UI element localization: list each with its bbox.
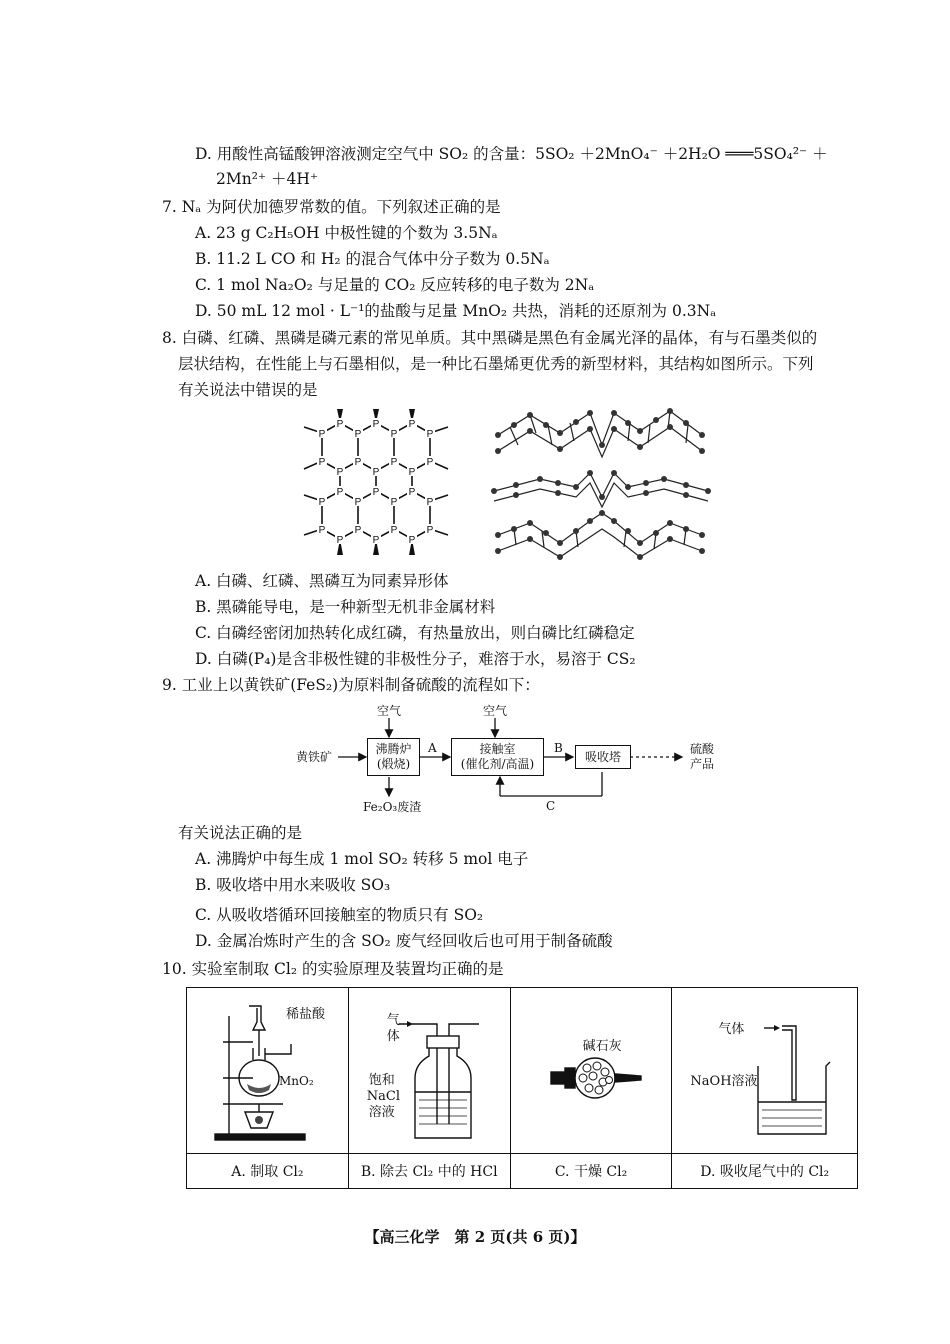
- p-atom-label: P: [318, 457, 326, 468]
- q7-option-c: C. 1 mol Na₂O₂ 与足量的 CO₂ 反应转移的电子数为 2Nₐ: [195, 276, 595, 294]
- apparatus-c-cell: [510, 988, 672, 1154]
- q7-option-d: D. 50 mL 12 mol · L⁻¹的盐酸与足量 MnO₂ 共热，消耗的还原剂为 0.3Nₐ: [195, 302, 717, 320]
- q8-option-d: D. 白磷(P₄)是含非极性键的非极性分子，难溶于水，易溶于 CS₂: [195, 650, 636, 668]
- flow-arrow-c-label: C: [546, 799, 556, 813]
- p-atom-label: P: [408, 467, 416, 478]
- p-atom-label: P: [390, 457, 398, 468]
- flow-air-label-1: 空气: [377, 704, 402, 718]
- apparatus-c-soda-lime-label: 碱石灰: [582, 1039, 622, 1054]
- apparatus-b-solution-label: 溶液: [368, 1105, 395, 1120]
- p-atom-label: P: [354, 457, 362, 468]
- q9-prompt: 有关说法正确的是: [178, 824, 303, 842]
- q8-stem-line3: 有关说法中错误的是: [178, 381, 318, 399]
- flow-arrow-b-label: B: [554, 741, 563, 755]
- p-atom-label: P: [426, 457, 434, 468]
- p-atom-label: P: [408, 487, 416, 498]
- q7-stem: 7. Nₐ 为阿伏加德罗常数的值。下列叙述正确的是: [162, 198, 501, 216]
- p-atom-label: P: [336, 419, 344, 430]
- flow-boiling-furnace-label: 沸腾炉: [375, 742, 412, 756]
- p-atom-label: P: [426, 525, 434, 536]
- q9-option-b: B. 吸收塔中用水来吸收 SO₃: [195, 876, 391, 894]
- q9-option-a: A. 沸腾炉中每生成 1 mol SO₂ 转移 5 mol 电子: [195, 850, 529, 868]
- p-atom-label: P: [408, 535, 416, 546]
- q7-option-a: A. 23 g C₂H₅OH 中极性键的个数为 3.5Nₐ: [195, 224, 498, 242]
- p-atom-label: P: [354, 497, 362, 508]
- p-atom-label: P: [390, 525, 398, 536]
- p-atom-label: P: [318, 429, 326, 440]
- drying-tube-apparatus: [543, 1048, 653, 1108]
- apparatus-table: [186, 987, 858, 1189]
- apparatus-b-saturated-label: 饱和: [368, 1073, 395, 1088]
- q6-option-d-line1: D. 用酸性高锰酸钾溶液测定空气中 SO₂ 的含量：5SO₂ ＋2MnO₄⁻ ＋2H₂O ═══5SO₄²⁻ ＋: [195, 145, 828, 163]
- q6-option-d-line2: 2Mn²⁺ ＋4H⁺: [216, 170, 319, 188]
- q9-option-d: D. 金属冶炼时产生的含 SO₂ 废气经回收后也可用于制备硫酸: [195, 932, 613, 950]
- black-phosphorus-layered-structure-diagram: [490, 405, 712, 565]
- flow-absorption-tower-label: 吸收塔: [584, 750, 621, 764]
- p-atom-label: P: [372, 467, 380, 478]
- p-atom-label: P: [354, 429, 362, 440]
- apparatus-d-cell: [672, 988, 858, 1154]
- flow-waste-label: Fe₂O₃废渣: [363, 800, 422, 814]
- p-atom-label: P: [408, 419, 416, 430]
- q8-option-a: A. 白磷、红磷、黑磷互为同素异形体: [195, 572, 449, 590]
- flow-contact-chamber-box: [451, 738, 544, 776]
- p-atom-label: P: [390, 497, 398, 508]
- apparatus-b-caption: B. 除去 Cl₂ 中的 HCl: [348, 1154, 510, 1189]
- flow-contact-chamber-label: 接触室: [479, 742, 516, 756]
- apparatus-b-nacl-label: NaCl: [366, 1089, 401, 1104]
- p-atom-label: P: [354, 525, 362, 536]
- gas-washing-bottle-apparatus: [386, 1006, 509, 1146]
- p-atom-label: P: [372, 487, 380, 498]
- apparatus-c-caption: C. 干燥 Cl₂: [510, 1154, 672, 1189]
- q10-stem: 10. 实验室制取 Cl₂ 的实验原理及装置均正确的是: [162, 960, 504, 978]
- p-atom-label: P: [426, 429, 434, 440]
- apparatus-a-mno2-label: MnO₂: [279, 1074, 314, 1088]
- apparatus-b-gas-label-1: 气: [386, 1013, 400, 1028]
- flow-arrow-a-label: A: [428, 741, 437, 755]
- flow-absorption-tower-box: [575, 745, 631, 769]
- apparatus-a-hcl-label: 稀盐酸: [286, 1007, 326, 1022]
- q8-stem-line1: 8. 白磷、红磷、黑磷是磷元素的常见单质。其中黑磷是黑色有金属光泽的晶体，有与石墨类似的: [162, 329, 818, 347]
- p-atom-label: P: [336, 535, 344, 546]
- q9-option-c: C. 从吸收塔循环回接触室的物质只有 SO₂: [195, 906, 484, 924]
- p-atom-label: P: [336, 487, 344, 498]
- page-footer: 【高三化学 第 2 页(共 6 页)】: [364, 1228, 586, 1246]
- q9-stem: 9. 工业上以黄铁矿(FeS₂)为原料制备硫酸的流程如下：: [162, 676, 540, 694]
- apparatus-b-cell: [348, 988, 510, 1154]
- p-atom-label: P: [318, 525, 326, 536]
- flow-product-label-1: 硫酸: [690, 742, 715, 756]
- p-atom-label: P: [372, 535, 380, 546]
- p-atom-label: P: [426, 497, 434, 508]
- apparatus-a-cell: [187, 988, 349, 1154]
- apparatus-b-gas-label-2: 体: [386, 1029, 400, 1044]
- p-atom-label: P: [390, 429, 398, 440]
- flow-product-label-2: 产品: [690, 757, 715, 771]
- q8-option-b: B. 黑磷能导电，是一种新型无机非金属材料: [195, 598, 496, 616]
- apparatus-d-naoh-label: NaOH溶液: [690, 1074, 758, 1089]
- flow-raw-material-label: 黄铁矿: [296, 750, 333, 764]
- flow-contact-chamber-sublabel: (催化剂/高温): [460, 757, 535, 771]
- p-atom-label: P: [372, 419, 380, 430]
- p-atom-label: P: [336, 467, 344, 478]
- apparatus-d-gas-label: 气体: [718, 1022, 745, 1037]
- q8-stem-line2: 层状结构，在性能上与石墨相似，是一种比石墨烯更优秀的新型材料，其结构如图所示。下列: [178, 355, 814, 373]
- p-atom-label: P: [318, 497, 326, 508]
- flow-boiling-furnace-sublabel: (煅烧): [376, 757, 411, 771]
- q8-option-c: C. 白磷经密闭加热转化成红磷，有热量放出，则白磷比红磷稳定: [195, 624, 635, 642]
- flow-boiling-furnace-box: [367, 738, 420, 776]
- black-phosphorus-lattice-diagram: [296, 405, 456, 565]
- apparatus-a-caption: A. 制取 Cl₂: [187, 1154, 349, 1189]
- flow-air-label-2: 空气: [483, 704, 508, 718]
- q7-option-b: B. 11.2 L CO 和 H₂ 的混合气体中分子数为 0.5Nₐ: [195, 250, 550, 268]
- apparatus-d-caption: D. 吸收尾气中的 Cl₂: [672, 1154, 858, 1189]
